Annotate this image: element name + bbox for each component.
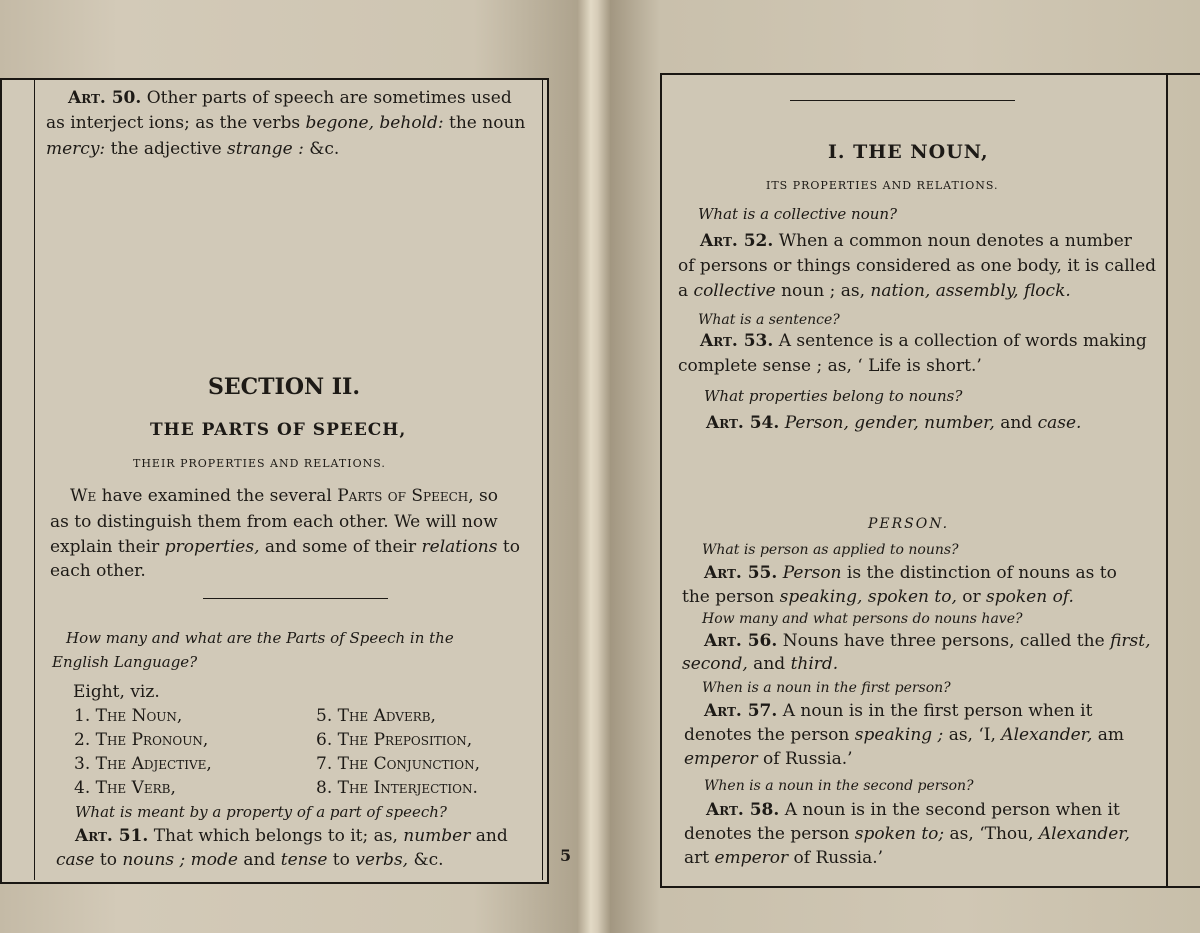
art55-text2a: the person xyxy=(682,587,780,607)
art51-text2e: and xyxy=(237,850,281,870)
art57-label: Art. 57. xyxy=(704,701,778,721)
art52-text1: When a common noun denotes a number xyxy=(773,231,1132,251)
art52-line3 xyxy=(678,281,1071,301)
intro-line1 xyxy=(70,486,498,506)
art58-text1: A noun is in the second person when it xyxy=(779,800,1120,820)
intro-line3 xyxy=(50,537,520,557)
intro-text3b: properties, xyxy=(164,537,260,557)
q-person: What is person as applied to nouns? xyxy=(702,542,959,558)
intro-text1a: We xyxy=(70,486,97,506)
art55-text1b: is the distinction of nouns as to xyxy=(841,563,1117,583)
art55-text2b: speaking, spoken to, xyxy=(779,587,957,607)
art51-text2g: to xyxy=(327,850,356,870)
intro-text3d: relations xyxy=(421,537,498,557)
art54-text-b: and xyxy=(994,413,1038,433)
part-1: 1. The Noun, xyxy=(74,706,183,726)
q-second-person: When is a noun in the second person? xyxy=(704,778,974,794)
intro-line4: each other. xyxy=(50,561,146,581)
intro-line2: as to distinguish them from each other. We will now xyxy=(50,512,498,532)
q-collective: What is a collective noun? xyxy=(698,205,898,223)
art57-text2c: as, ‘I, xyxy=(943,725,1002,745)
intro-text1d: , so xyxy=(468,486,499,506)
art50-text1: Other parts of speech are sometimes used xyxy=(146,88,512,108)
art57-line3 xyxy=(684,749,853,769)
art50-line1 xyxy=(68,88,512,108)
section-title: SECTION II. xyxy=(208,374,361,400)
art53-line2: complete sense ; as, ‘ Life is short.’ xyxy=(678,356,982,376)
art56-text2b: and xyxy=(747,654,791,674)
art56-text2a: second, xyxy=(682,654,748,674)
art57-line2 xyxy=(684,725,1124,745)
art58-text3a: art xyxy=(684,848,715,868)
art56-line2 xyxy=(682,654,838,674)
intro-text3a: explain their xyxy=(50,537,165,557)
art52-line1 xyxy=(700,231,1132,251)
page-mark: 5 xyxy=(560,846,572,865)
art51-line2 xyxy=(56,850,444,870)
art56-label: Art. 56. xyxy=(704,631,778,651)
art51-text2c: nouns ; xyxy=(122,850,186,870)
noun-heading: I. THE NOUN, xyxy=(828,141,989,163)
art51-label: Art. 51. xyxy=(75,826,149,846)
art56-line1 xyxy=(704,631,1151,651)
art51-text1c: and xyxy=(470,826,508,846)
art57-text3b: of Russia.’ xyxy=(757,749,853,769)
art50-label: Art. 50. xyxy=(68,88,142,108)
art51-line1 xyxy=(75,826,508,846)
art53-label: Art. 53. xyxy=(700,331,774,351)
intro-text3c: and some of their xyxy=(259,537,422,557)
art50-line3 xyxy=(46,139,339,159)
eight-viz: Eight, viz. xyxy=(73,682,160,702)
art54-line xyxy=(706,413,1081,433)
q-first-person: When is a noun in the first person? xyxy=(702,680,951,696)
art50-text3d: &c. xyxy=(303,139,340,159)
art56-text1a: Nouns have three persons, called the xyxy=(777,631,1111,651)
art51-text1a: That which belongs to it; as, xyxy=(148,826,404,846)
art52-label: Art. 52. xyxy=(700,231,774,251)
right-page-outer-frame xyxy=(1168,73,1200,888)
part-8: 8. The Interjection. xyxy=(316,778,478,798)
art57-text1: A noun is in the first person when it xyxy=(777,701,1093,721)
art52-text3c: noun ; as, xyxy=(775,281,871,301)
art54-text-c: case. xyxy=(1037,413,1082,433)
part-6: 6. The Preposition, xyxy=(316,730,473,750)
art51-text2a: case xyxy=(56,850,95,870)
art51-text2i: &c. xyxy=(408,850,444,870)
right-top-divider xyxy=(790,100,1015,101)
question1-line2: English Language? xyxy=(52,653,198,671)
art50-text2b: begone, behold: xyxy=(305,113,444,133)
part-5: 5. The Adverb, xyxy=(316,706,436,726)
art50-text2a: as interject ions; as the verbs xyxy=(46,113,306,133)
art56-text1b: first, xyxy=(1110,631,1151,651)
art50-text3c: strange : xyxy=(227,139,304,159)
art57-line1 xyxy=(704,701,1092,721)
art50-text2c: the noun xyxy=(443,113,526,133)
art55-label: Art. 55. xyxy=(704,563,778,583)
art55-text2c: or xyxy=(956,587,987,607)
q-how-many: How many and what persons do nouns have? xyxy=(702,611,1023,627)
art55-text1a: Person xyxy=(777,563,842,583)
q-properties: What properties belong to nouns? xyxy=(704,387,963,405)
part-2: 2. The Pronoun, xyxy=(74,730,209,750)
intro-text1c: Parts of Speech xyxy=(337,486,469,506)
art57-text2a: denotes the person xyxy=(684,725,855,745)
art58-line1 xyxy=(706,800,1120,820)
art58-text3b: emperor xyxy=(714,848,789,868)
art50-line2 xyxy=(46,113,525,133)
art53-text1: A sentence is a collection of words making xyxy=(773,331,1147,351)
section-subtitle-2: THEIR PROPERTIES AND RELATIONS. xyxy=(133,457,386,470)
art55-line2 xyxy=(682,587,1074,607)
art57-text2e: am xyxy=(1092,725,1125,745)
part-3: 3. The Adjective, xyxy=(74,754,212,774)
art52-text3d: nation, assembly, flock. xyxy=(870,281,1071,301)
art58-text2c: as, ‘Thou, xyxy=(944,824,1039,844)
art52-text3b: collective xyxy=(693,281,776,301)
art54-text-a: Person, gender, number, xyxy=(779,413,995,433)
art51-text2d: mode xyxy=(185,850,238,870)
art58-line2 xyxy=(684,824,1130,844)
intro-text3e: to xyxy=(497,537,520,557)
section-subtitle: THE PARTS OF SPEECH, xyxy=(150,420,407,440)
art58-text2b: spoken to; xyxy=(854,824,945,844)
book-gutter xyxy=(578,0,610,933)
art55-line1 xyxy=(704,563,1117,583)
art58-label: Art. 58. xyxy=(706,800,780,820)
art51-text1b: number xyxy=(403,826,471,846)
art51-text2f: tense xyxy=(280,850,328,870)
art51-text2b: to xyxy=(94,850,123,870)
person-heading: PERSON. xyxy=(868,516,950,532)
intro-text1b: have examined the several xyxy=(96,486,338,506)
art58-text2d: Alexander, xyxy=(1038,824,1130,844)
question2: What is meant by a property of a part of speech? xyxy=(75,803,447,821)
art50-text3b: the adjective xyxy=(105,139,228,159)
q-sentence: What is a sentence? xyxy=(698,312,840,328)
noun-subheading: ITS PROPERTIES AND RELATIONS. xyxy=(766,179,999,192)
art57-text2d: Alexander, xyxy=(1001,725,1093,745)
part-7: 7. The Conjunction, xyxy=(316,754,481,774)
art52-text3a: a xyxy=(678,281,694,301)
art58-line3 xyxy=(684,848,883,868)
art54-label: Art. 54. xyxy=(706,413,780,433)
art56-text2c: third. xyxy=(790,654,839,674)
art55-text2d: spoken of. xyxy=(986,587,1074,607)
art52-line2: of persons or things considered as one body, it is called xyxy=(678,256,1157,276)
art50-text3a: mercy: xyxy=(46,139,106,159)
question1-line1: How many and what are the Parts of Speech in the xyxy=(66,629,454,647)
left-divider xyxy=(203,598,388,599)
art58-text3c: of Russia.’ xyxy=(788,848,884,868)
art53-line1 xyxy=(700,331,1147,351)
art58-text2a: denotes the person xyxy=(684,824,855,844)
art51-text2h: verbs, xyxy=(355,850,409,870)
art57-text3a: emperor xyxy=(684,749,758,769)
part-4: 4. The Verb, xyxy=(74,778,176,798)
art57-text2b: speaking ; xyxy=(854,725,944,745)
